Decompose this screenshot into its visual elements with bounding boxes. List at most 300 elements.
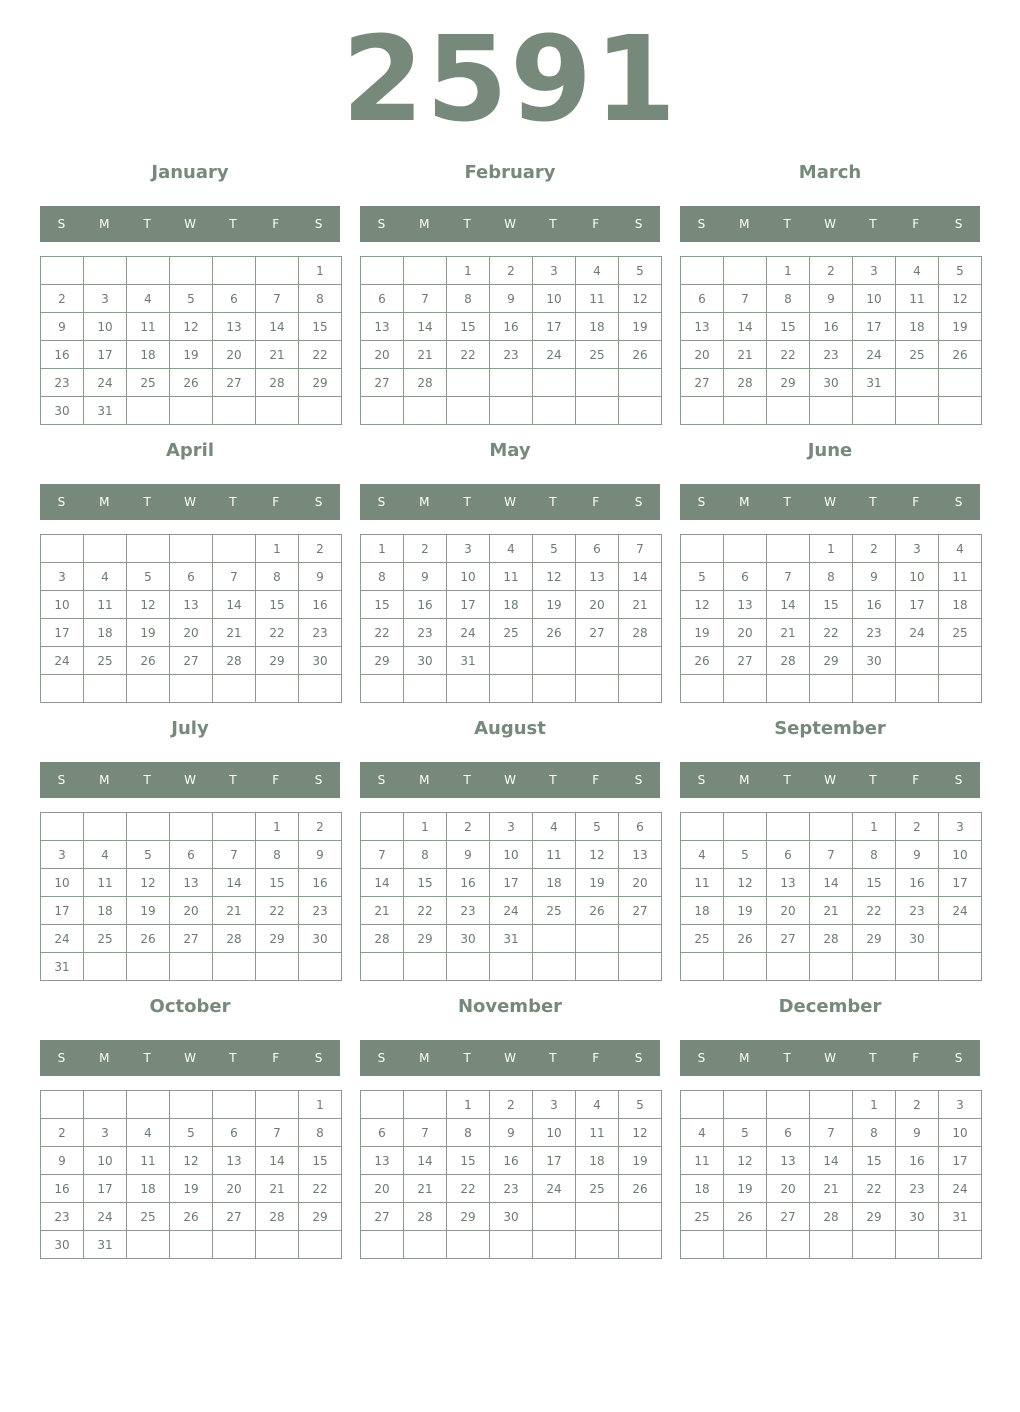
day-cell: 23 [299, 619, 342, 647]
weekday-label: M [99, 773, 110, 787]
empty-day-cell [490, 953, 533, 981]
empty-day-cell [681, 813, 724, 841]
day-cell: 24 [939, 897, 982, 925]
week-row [41, 591, 342, 619]
month-name: November [457, 996, 563, 1017]
day-cell: 14 [810, 869, 853, 897]
day-cell: 24 [84, 369, 127, 397]
day-cell: 11 [127, 313, 170, 341]
empty-day-cell [256, 675, 299, 703]
day-cell: 31 [41, 953, 84, 981]
empty-day-cell [767, 813, 810, 841]
empty-day-cell [619, 397, 662, 425]
day-cell: 13 [361, 313, 404, 341]
week-row [361, 591, 662, 619]
day-cell: 8 [256, 841, 299, 869]
empty-day-cell [404, 1231, 447, 1259]
day-cell: 25 [127, 1203, 170, 1231]
day-cell: 30 [810, 369, 853, 397]
day-cell: 21 [213, 619, 256, 647]
empty-day-cell [213, 257, 256, 285]
week-row [41, 341, 342, 369]
day-cell: 21 [404, 341, 447, 369]
day-cell: 22 [299, 1175, 342, 1203]
empty-day-cell [681, 535, 724, 563]
day-cell: 14 [810, 1147, 853, 1175]
day-cell: 5 [576, 813, 619, 841]
day-cell: 18 [127, 1175, 170, 1203]
empty-day-cell [619, 1231, 662, 1259]
day-cell: 1 [256, 535, 299, 563]
day-cell: 9 [299, 841, 342, 869]
day-cell: 7 [404, 285, 447, 313]
week-row [361, 1231, 662, 1259]
day-cell: 28 [361, 925, 404, 953]
week-row [681, 813, 982, 841]
day-cell: 21 [619, 591, 662, 619]
day-cell: 21 [724, 341, 767, 369]
empty-day-cell [576, 675, 619, 703]
day-cell: 13 [361, 1147, 404, 1175]
day-cell: 22 [256, 897, 299, 925]
empty-day-cell [810, 675, 853, 703]
day-cell: 13 [619, 841, 662, 869]
day-cell: 18 [84, 619, 127, 647]
day-cell: 7 [767, 563, 810, 591]
day-cell: 9 [41, 313, 84, 341]
empty-day-cell [361, 257, 404, 285]
day-cell: 31 [447, 647, 490, 675]
day-cell: 24 [853, 341, 896, 369]
day-cell: 2 [490, 1091, 533, 1119]
empty-day-cell [213, 675, 256, 703]
day-grid [40, 534, 342, 703]
empty-day-cell [84, 1091, 127, 1119]
empty-day-cell [361, 675, 404, 703]
day-cell: 25 [533, 897, 576, 925]
day-cell: 1 [299, 257, 342, 285]
empty-day-cell [576, 369, 619, 397]
week-row [41, 647, 342, 675]
weekday-label: M [99, 1051, 110, 1065]
day-cell: 29 [256, 647, 299, 675]
day-grid [360, 812, 662, 981]
day-cell: 2 [404, 535, 447, 563]
weekday-label: T [143, 773, 151, 787]
day-cell: 25 [127, 369, 170, 397]
day-cell: 26 [127, 925, 170, 953]
day-cell: 28 [724, 369, 767, 397]
day-cell: 5 [939, 257, 982, 285]
weekday-label: F [912, 495, 920, 509]
weekday-label: F [912, 773, 920, 787]
day-cell: 25 [84, 925, 127, 953]
empty-day-cell [533, 675, 576, 703]
weekday-label: T [463, 495, 471, 509]
weekday-label: T [869, 495, 877, 509]
day-cell: 19 [576, 869, 619, 897]
weekday-label: W [504, 495, 516, 509]
week-row [361, 1119, 662, 1147]
day-cell: 15 [256, 591, 299, 619]
day-cell: 31 [84, 397, 127, 425]
empty-day-cell [404, 953, 447, 981]
day-cell: 21 [404, 1175, 447, 1203]
empty-day-cell [41, 1091, 84, 1119]
day-cell: 4 [127, 1119, 170, 1147]
weekday-label: S [697, 495, 706, 509]
week-row [361, 313, 662, 341]
week-row [41, 1119, 342, 1147]
empty-day-cell [447, 1231, 490, 1259]
day-cell: 9 [853, 563, 896, 591]
day-cell: 16 [896, 1147, 939, 1175]
day-cell: 12 [619, 285, 662, 313]
weekday-label: W [824, 1051, 836, 1065]
empty-day-cell [533, 1231, 576, 1259]
day-grid [680, 256, 982, 425]
day-cell: 29 [447, 1203, 490, 1231]
day-cell: 23 [404, 619, 447, 647]
day-cell: 14 [767, 591, 810, 619]
day-cell: 26 [127, 647, 170, 675]
empty-day-cell [939, 675, 982, 703]
weekday-label: T [869, 773, 877, 787]
empty-day-cell [41, 813, 84, 841]
day-cell: 7 [810, 1119, 853, 1147]
day-cell: 18 [576, 313, 619, 341]
empty-day-cell [724, 813, 767, 841]
empty-day-cell [361, 953, 404, 981]
day-cell: 1 [256, 813, 299, 841]
day-cell: 23 [490, 341, 533, 369]
weekday-label: F [272, 495, 280, 509]
day-cell: 25 [490, 619, 533, 647]
empty-day-cell [939, 1231, 982, 1259]
empty-day-cell [724, 675, 767, 703]
day-cell: 13 [213, 1147, 256, 1175]
day-cell: 23 [810, 341, 853, 369]
day-cell: 28 [213, 925, 256, 953]
week-row [361, 1091, 662, 1119]
weekday-header [40, 1040, 340, 1076]
empty-day-cell [576, 1231, 619, 1259]
day-cell: 22 [767, 341, 810, 369]
empty-day-cell [724, 1091, 767, 1119]
day-cell: 23 [896, 897, 939, 925]
day-cell: 7 [724, 285, 767, 313]
empty-day-cell [84, 257, 127, 285]
empty-day-cell [361, 1091, 404, 1119]
day-cell: 16 [810, 313, 853, 341]
day-cell: 29 [256, 925, 299, 953]
day-grid [680, 534, 982, 703]
empty-day-cell [724, 953, 767, 981]
day-cell: 23 [41, 1203, 84, 1231]
day-cell: 23 [41, 369, 84, 397]
day-cell: 22 [447, 1175, 490, 1203]
day-cell: 19 [127, 897, 170, 925]
week-row [41, 619, 342, 647]
day-cell: 30 [490, 1203, 533, 1231]
weekday-label: M [99, 217, 110, 231]
week-row [361, 1203, 662, 1231]
weekday-label: S [314, 495, 323, 509]
day-cell: 25 [84, 647, 127, 675]
weekday-label: W [184, 773, 196, 787]
day-cell: 22 [299, 341, 342, 369]
empty-day-cell [213, 813, 256, 841]
week-row [681, 1175, 982, 1203]
weekday-label: T [783, 773, 791, 787]
day-cell: 10 [447, 563, 490, 591]
day-cell: 30 [299, 925, 342, 953]
day-cell: 21 [361, 897, 404, 925]
month-name: January [151, 162, 229, 183]
empty-day-cell [256, 257, 299, 285]
weekday-label: M [99, 495, 110, 509]
day-cell: 14 [404, 313, 447, 341]
day-cell: 27 [170, 925, 213, 953]
empty-day-cell [810, 953, 853, 981]
month-name: June [807, 440, 853, 461]
day-cell: 11 [896, 285, 939, 313]
day-cell: 30 [896, 925, 939, 953]
day-cell: 17 [939, 869, 982, 897]
day-cell: 1 [361, 535, 404, 563]
day-cell: 6 [576, 535, 619, 563]
day-cell: 15 [256, 869, 299, 897]
empty-day-cell [767, 675, 810, 703]
day-cell: 28 [767, 647, 810, 675]
day-cell: 1 [404, 813, 447, 841]
weekday-label: S [57, 495, 66, 509]
day-cell: 26 [681, 647, 724, 675]
day-cell: 15 [299, 1147, 342, 1175]
day-cell: 7 [256, 1119, 299, 1147]
day-cell: 7 [256, 285, 299, 313]
day-cell: 27 [576, 619, 619, 647]
empty-day-cell [490, 1231, 533, 1259]
weekday-label: W [504, 773, 516, 787]
day-cell: 9 [810, 285, 853, 313]
day-cell: 8 [299, 285, 342, 313]
weekday-label: T [463, 773, 471, 787]
day-cell: 27 [767, 1203, 810, 1231]
weekday-label: S [57, 773, 66, 787]
weekday-label: T [549, 773, 557, 787]
month-name: August [474, 718, 546, 739]
day-cell: 6 [767, 1119, 810, 1147]
empty-day-cell [576, 1203, 619, 1231]
day-cell: 18 [896, 313, 939, 341]
day-cell: 8 [853, 841, 896, 869]
day-cell: 12 [576, 841, 619, 869]
week-row [41, 257, 342, 285]
week-row [681, 869, 982, 897]
day-cell: 14 [724, 313, 767, 341]
week-row [41, 369, 342, 397]
day-cell: 29 [404, 925, 447, 953]
day-cell: 26 [170, 369, 213, 397]
day-cell: 9 [41, 1147, 84, 1175]
day-cell: 13 [213, 313, 256, 341]
week-row [41, 925, 342, 953]
day-cell: 10 [939, 1119, 982, 1147]
empty-day-cell [127, 397, 170, 425]
week-row [681, 341, 982, 369]
day-cell: 6 [213, 1119, 256, 1147]
day-cell: 22 [361, 619, 404, 647]
year-title: 2591 [341, 10, 679, 148]
day-cell: 29 [361, 647, 404, 675]
empty-day-cell [490, 397, 533, 425]
day-cell: 14 [256, 1147, 299, 1175]
month-name: July [171, 718, 209, 739]
day-cell: 4 [681, 1119, 724, 1147]
empty-day-cell [361, 1231, 404, 1259]
day-cell: 21 [767, 619, 810, 647]
day-cell: 4 [533, 813, 576, 841]
day-cell: 12 [127, 869, 170, 897]
week-row [361, 1175, 662, 1203]
day-cell: 26 [170, 1203, 213, 1231]
week-row [361, 1147, 662, 1175]
day-cell: 16 [404, 591, 447, 619]
day-cell: 27 [213, 1203, 256, 1231]
day-cell: 3 [490, 813, 533, 841]
day-cell: 4 [490, 535, 533, 563]
day-cell: 14 [213, 869, 256, 897]
weekday-label: F [592, 1051, 600, 1065]
day-cell: 17 [533, 313, 576, 341]
week-row [681, 257, 982, 285]
weekday-label: S [697, 773, 706, 787]
empty-day-cell [576, 953, 619, 981]
day-cell: 22 [853, 1175, 896, 1203]
empty-day-cell [127, 813, 170, 841]
day-cell: 12 [724, 869, 767, 897]
week-row [361, 369, 662, 397]
day-cell: 31 [939, 1203, 982, 1231]
day-cell: 28 [256, 1203, 299, 1231]
day-cell: 9 [404, 563, 447, 591]
day-cell: 8 [853, 1119, 896, 1147]
empty-day-cell [896, 1231, 939, 1259]
week-row [361, 285, 662, 313]
empty-day-cell [939, 647, 982, 675]
empty-day-cell [170, 1231, 213, 1259]
week-row [681, 897, 982, 925]
day-cell: 22 [853, 897, 896, 925]
day-cell: 8 [299, 1119, 342, 1147]
weekday-label: T [143, 495, 151, 509]
day-cell: 12 [170, 1147, 213, 1175]
day-grid [40, 1090, 342, 1259]
month-name: September [774, 718, 886, 739]
weekday-label: T [869, 1051, 877, 1065]
week-row [361, 397, 662, 425]
day-cell: 6 [619, 813, 662, 841]
week-row [361, 925, 662, 953]
day-grid [680, 1090, 982, 1259]
empty-day-cell [213, 535, 256, 563]
day-cell: 19 [619, 313, 662, 341]
empty-day-cell [724, 257, 767, 285]
week-row [681, 647, 982, 675]
weekday-label: M [419, 773, 430, 787]
weekday-label: S [314, 773, 323, 787]
empty-day-cell [767, 397, 810, 425]
day-cell: 24 [41, 647, 84, 675]
empty-day-cell [576, 397, 619, 425]
weekday-label: T [783, 217, 791, 231]
day-cell: 22 [810, 619, 853, 647]
day-cell: 15 [767, 313, 810, 341]
day-cell: 11 [576, 285, 619, 313]
day-cell: 11 [533, 841, 576, 869]
weekday-label: T [783, 495, 791, 509]
day-cell: 10 [533, 1119, 576, 1147]
day-cell: 28 [256, 369, 299, 397]
week-row [361, 897, 662, 925]
day-cell: 5 [724, 1119, 767, 1147]
weekday-label: S [697, 217, 706, 231]
weekday-label: W [184, 495, 196, 509]
weekday-label: T [549, 1051, 557, 1065]
day-cell: 23 [490, 1175, 533, 1203]
day-cell: 30 [404, 647, 447, 675]
week-row [41, 1203, 342, 1231]
empty-day-cell [619, 369, 662, 397]
empty-day-cell [853, 397, 896, 425]
day-cell: 23 [299, 897, 342, 925]
day-cell: 28 [810, 925, 853, 953]
empty-day-cell [170, 675, 213, 703]
day-cell: 2 [447, 813, 490, 841]
empty-day-cell [681, 397, 724, 425]
day-cell: 22 [404, 897, 447, 925]
week-row [681, 953, 982, 981]
day-cell: 27 [767, 925, 810, 953]
day-cell: 2 [299, 535, 342, 563]
day-cell: 7 [213, 563, 256, 591]
empty-day-cell [724, 1231, 767, 1259]
empty-day-cell [681, 675, 724, 703]
week-row [41, 953, 342, 981]
day-cell: 12 [681, 591, 724, 619]
empty-day-cell [533, 647, 576, 675]
weekday-label: F [272, 217, 280, 231]
day-cell: 4 [84, 563, 127, 591]
empty-day-cell [767, 1091, 810, 1119]
day-cell: 1 [447, 1091, 490, 1119]
day-cell: 14 [361, 869, 404, 897]
day-cell: 9 [896, 1119, 939, 1147]
day-cell: 27 [681, 369, 724, 397]
day-grid [360, 256, 662, 425]
day-cell: 16 [447, 869, 490, 897]
empty-day-cell [170, 257, 213, 285]
weekday-label: S [314, 1051, 323, 1065]
empty-day-cell [170, 397, 213, 425]
empty-day-cell [681, 953, 724, 981]
weekday-label: S [634, 773, 643, 787]
week-row [41, 313, 342, 341]
day-cell: 30 [447, 925, 490, 953]
day-cell: 20 [724, 619, 767, 647]
day-cell: 30 [853, 647, 896, 675]
